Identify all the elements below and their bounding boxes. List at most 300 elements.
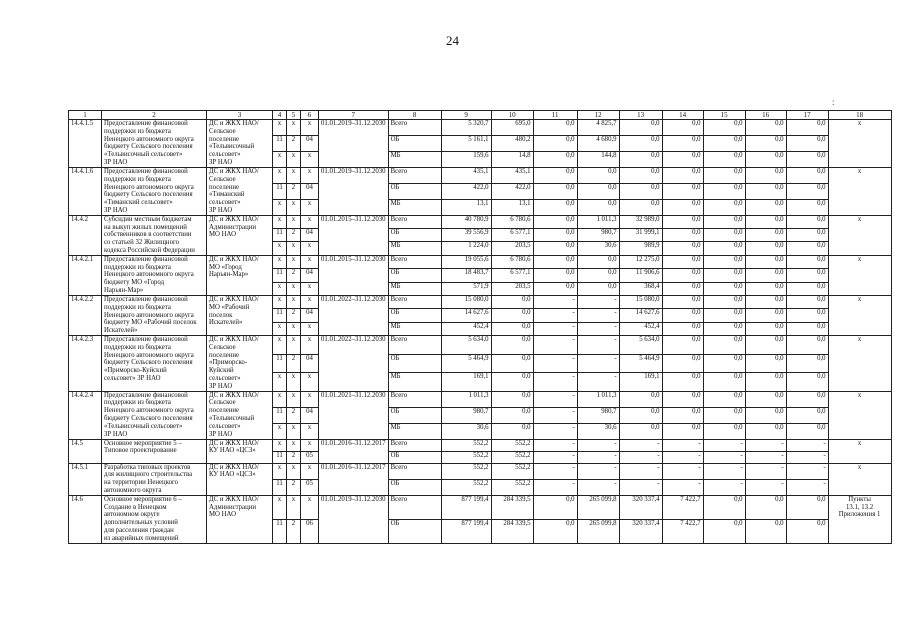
column-number: 4 bbox=[273, 111, 287, 120]
amount-cell: 422,0 bbox=[491, 183, 533, 199]
amount-cell: 0,0 bbox=[745, 269, 786, 282]
amount-cell: - bbox=[786, 463, 828, 479]
budget-code: 11 bbox=[273, 183, 287, 199]
budget-code: x bbox=[273, 282, 287, 295]
amount-cell: 0,0 bbox=[533, 269, 577, 282]
amount-cell: - bbox=[619, 463, 662, 479]
amount-cell: 0,0 bbox=[745, 373, 786, 392]
amount-cell: 7 422,7 bbox=[662, 495, 703, 519]
amount-cell: 552,2 bbox=[491, 463, 533, 479]
measure-name-line: поддержки из бюджета bbox=[104, 175, 171, 183]
amount-cell: 13,1 bbox=[441, 199, 491, 215]
budget-code: x bbox=[287, 335, 301, 354]
amount-cell: - bbox=[533, 309, 577, 322]
funding-source: Всего bbox=[388, 463, 441, 479]
amount-cell: 0,0 bbox=[703, 255, 745, 268]
amount-cell: 4 825,7 bbox=[577, 120, 619, 136]
executor-line: ДС и ЖКХ НАО/ bbox=[209, 295, 259, 303]
budget-code: 11 bbox=[273, 451, 287, 463]
budget-code: x bbox=[287, 322, 301, 335]
budget-code: 11 bbox=[273, 269, 287, 282]
amount-cell: 0,0 bbox=[786, 423, 828, 439]
amount-cell: 980,7 bbox=[577, 229, 619, 242]
amount-cell: 0,0 bbox=[786, 151, 828, 167]
measure-name-line: Ненецкого автономного округа bbox=[104, 311, 194, 319]
budget-code: x bbox=[273, 335, 287, 354]
amount-cell: - bbox=[533, 423, 577, 439]
executor-line: «Тиманский bbox=[209, 191, 245, 199]
measure-name-line: Предоставление финансовой bbox=[104, 335, 188, 343]
amount-cell: 0,0 bbox=[786, 309, 828, 322]
funding-source: ОБ bbox=[388, 519, 441, 543]
row-number: 14.4.2.2 bbox=[69, 295, 102, 335]
funding-source: Всего bbox=[388, 215, 441, 228]
funding-source: ОБ bbox=[388, 354, 441, 373]
amount-cell: 0,0 bbox=[662, 255, 703, 268]
measure-name-line: Типовое проектирование bbox=[104, 447, 177, 455]
amount-cell: 0,0 bbox=[703, 183, 745, 199]
amount-cell: - bbox=[662, 451, 703, 463]
measure-name-line: ЗР НАО bbox=[104, 430, 128, 438]
row-number: 14.6 bbox=[69, 495, 102, 543]
budget-code: 05 bbox=[301, 451, 319, 463]
budget-table bbox=[68, 110, 892, 544]
note-line: Приложения 1 bbox=[838, 511, 881, 519]
measure-name-line: Предоставление финансовой bbox=[104, 167, 188, 175]
measure-name-line: Предоставление финансовой bbox=[104, 295, 188, 303]
amount-cell: 0,0 bbox=[745, 407, 786, 423]
amount-cell: 0,0 bbox=[533, 136, 577, 152]
amount-cell: 13,1 bbox=[491, 199, 533, 215]
measure-name-line: Разработка типовых проектов bbox=[104, 463, 191, 471]
budget-code: x bbox=[273, 242, 287, 255]
amount-cell: 5 464,9 bbox=[619, 354, 662, 373]
executor-line: ДС и ЖКХ НАО/ bbox=[209, 463, 259, 471]
amount-cell: 0,0 bbox=[745, 229, 786, 242]
budget-code: 2 bbox=[287, 479, 301, 495]
amount-cell: 0,0 bbox=[703, 151, 745, 167]
amount-cell: 0,0 bbox=[703, 282, 745, 295]
executor-line: ДС и ЖКХ НАО/ bbox=[209, 215, 259, 223]
measure-name-line: автономного округа bbox=[104, 486, 162, 494]
budget-code: x bbox=[287, 463, 301, 479]
amount-cell: 0,0 bbox=[703, 309, 745, 322]
executor-line: МО НАО bbox=[209, 511, 237, 519]
amount-cell: 5 320,7 bbox=[441, 120, 491, 136]
amount-cell: 0,0 bbox=[703, 167, 745, 183]
amount-cell: 0,0 bbox=[786, 335, 828, 354]
funding-source: Всего bbox=[388, 167, 441, 183]
measure-name-line: из аварийных помещений bbox=[104, 534, 179, 542]
table-row bbox=[69, 255, 892, 268]
amount-cell: 203,5 bbox=[491, 242, 533, 255]
amount-cell: 0,0 bbox=[533, 215, 577, 228]
amount-cell: 0,0 bbox=[577, 282, 619, 295]
amount-cell: 0,0 bbox=[786, 215, 828, 228]
executor bbox=[207, 120, 273, 168]
measure-name bbox=[102, 255, 207, 295]
amount-cell: - bbox=[703, 439, 745, 451]
amount-cell: 480,2 bbox=[491, 136, 533, 152]
amount-cell: - bbox=[577, 479, 619, 495]
budget-code: x bbox=[301, 199, 319, 215]
executor-line: ДС и ЖКХ НАО/ bbox=[209, 120, 259, 128]
table-row bbox=[69, 463, 892, 479]
measure-name-line: Искателей» bbox=[104, 327, 138, 335]
amount-cell: 19 055,6 bbox=[441, 255, 491, 268]
amount-cell: 0,0 bbox=[703, 373, 745, 392]
note-line: x bbox=[857, 255, 862, 263]
amount-cell: - bbox=[662, 439, 703, 451]
executor-line: МО НАО bbox=[209, 231, 237, 239]
measure-name-line: «Тиманский сельсовет» bbox=[104, 199, 173, 207]
amount-cell: 552,2 bbox=[441, 479, 491, 495]
funding-source: ОБ bbox=[388, 183, 441, 199]
row-number: 14.4.2.3 bbox=[69, 335, 102, 391]
amount-cell: - bbox=[786, 479, 828, 495]
amount-cell: 0,0 bbox=[703, 199, 745, 215]
amount-cell: 320 337,4 bbox=[619, 519, 662, 543]
executor-line: Нарьян-Мар» bbox=[209, 271, 249, 279]
amount-cell: - bbox=[577, 451, 619, 463]
amount-cell: 0,0 bbox=[533, 519, 577, 543]
amount-cell: 0,0 bbox=[491, 354, 533, 373]
amount-cell: 1 224,0 bbox=[441, 242, 491, 255]
funding-source: МБ bbox=[388, 423, 441, 439]
amount-cell: 4 680,9 bbox=[577, 136, 619, 152]
amount-cell: - bbox=[745, 439, 786, 451]
amount-cell: 0,0 bbox=[619, 167, 662, 183]
executor-line: МО «Город bbox=[209, 263, 242, 271]
measure-name-line: Предоставление финансовой bbox=[104, 255, 188, 263]
amount-cell: - bbox=[533, 479, 577, 495]
amount-cell: 0,0 bbox=[745, 282, 786, 295]
funding-source: ОБ bbox=[388, 309, 441, 322]
budget-code: 11 bbox=[273, 407, 287, 423]
amount-cell: 31 999,1 bbox=[619, 229, 662, 242]
amount-cell: 14 627,6 bbox=[441, 309, 491, 322]
column-number: 5 bbox=[287, 111, 301, 120]
executor bbox=[207, 215, 273, 255]
amount-cell: 980,7 bbox=[441, 407, 491, 423]
amount-cell: 0,0 bbox=[786, 136, 828, 152]
amount-cell: 0,0 bbox=[745, 295, 786, 308]
amount-cell: 552,2 bbox=[491, 451, 533, 463]
budget-code: x bbox=[301, 215, 319, 228]
amount-cell: 0,0 bbox=[577, 183, 619, 199]
amount-cell: 0,0 bbox=[491, 309, 533, 322]
executor-line: ЗР НАО bbox=[209, 382, 233, 390]
amount-cell: 0,0 bbox=[745, 183, 786, 199]
budget-code: x bbox=[273, 495, 287, 519]
table-row bbox=[69, 495, 892, 519]
amount-cell: 0,0 bbox=[662, 215, 703, 228]
budget-code: 2 bbox=[287, 136, 301, 152]
budget-code: x bbox=[273, 463, 287, 479]
measure-name-line: поддержки из бюджета bbox=[104, 263, 171, 271]
budget-code: x bbox=[301, 373, 319, 392]
amount-cell: 0,0 bbox=[786, 242, 828, 255]
budget-code: x bbox=[301, 151, 319, 167]
amount-cell: 6 780,6 bbox=[491, 255, 533, 268]
executor-line: поселение bbox=[209, 351, 240, 359]
budget-code: x bbox=[287, 282, 301, 295]
note bbox=[828, 335, 891, 391]
amount-cell: 0,0 bbox=[786, 199, 828, 215]
amount-cell: 0,0 bbox=[533, 242, 577, 255]
period: 01.01.2015–31.12.2030 bbox=[319, 255, 389, 295]
amount-cell: - bbox=[745, 463, 786, 479]
budget-code: x bbox=[273, 391, 287, 407]
budget-code: 2 bbox=[287, 451, 301, 463]
funding-source: Всего bbox=[388, 295, 441, 308]
amount-cell: 0,0 bbox=[786, 295, 828, 308]
amount-cell: 0,0 bbox=[703, 136, 745, 152]
amount-cell: 0,0 bbox=[662, 309, 703, 322]
note bbox=[828, 439, 891, 463]
amount-cell: 552,2 bbox=[491, 479, 533, 495]
amount-cell: 144,8 bbox=[577, 151, 619, 167]
table-row bbox=[69, 439, 892, 451]
measure-name-line: собственников в соответствии bbox=[104, 231, 192, 239]
period: 01.01.2019–31.12.2030 bbox=[319, 167, 389, 215]
measure-name-line: Субсидии местным бюджетам bbox=[104, 215, 192, 223]
budget-code: x bbox=[273, 322, 287, 335]
row-number: 14.4.2.1 bbox=[69, 255, 102, 295]
amount-cell: 0,0 bbox=[533, 199, 577, 215]
column-number: 6 bbox=[301, 111, 319, 120]
budget-code: x bbox=[301, 335, 319, 354]
amount-cell: 6 780,6 bbox=[491, 215, 533, 228]
amount-cell: 0,0 bbox=[662, 120, 703, 136]
amount-cell: 0,0 bbox=[703, 322, 745, 335]
amount-cell: 0,0 bbox=[662, 295, 703, 308]
funding-source: МБ bbox=[388, 373, 441, 392]
measure-name-line: на выкуп жилых помещений bbox=[104, 223, 187, 231]
amount-cell: 203,5 bbox=[491, 282, 533, 295]
amount-cell: 552,2 bbox=[491, 439, 533, 451]
amount-cell: - bbox=[662, 463, 703, 479]
note-line: x bbox=[857, 167, 862, 175]
amount-cell: 0,0 bbox=[577, 269, 619, 282]
executor-line: «Тельвисочный bbox=[209, 415, 255, 423]
amount-cell: 0,0 bbox=[491, 295, 533, 308]
measure-name-line: Основное мероприятие 5 – bbox=[104, 439, 182, 447]
amount-cell: - bbox=[577, 373, 619, 392]
budget-code: 2 bbox=[287, 519, 301, 543]
period: 01.01.2019–31.12.2030 bbox=[319, 120, 389, 168]
executor-line: ДС и ЖКХ НАО/ bbox=[209, 335, 259, 343]
measure-name-line: дополнительных условий bbox=[104, 519, 178, 527]
measure-name-line: Основное мероприятие 6 – bbox=[104, 495, 182, 503]
measure-name-line: Нарьян-Мар» bbox=[104, 287, 144, 295]
amount-cell: 0,0 bbox=[662, 354, 703, 373]
amount-cell: - bbox=[619, 479, 662, 495]
amount-cell: 0,0 bbox=[703, 391, 745, 407]
measure-name-line: Предоставление финансовой bbox=[104, 391, 188, 399]
budget-code: x bbox=[301, 322, 319, 335]
period: 01.01.2022–31.12.2030 bbox=[319, 295, 389, 335]
amount-cell: 0,0 bbox=[703, 407, 745, 423]
budget-code: x bbox=[287, 215, 301, 228]
measure-name bbox=[102, 439, 207, 463]
amount-cell: - bbox=[703, 479, 745, 495]
amount-cell: 422,0 bbox=[441, 183, 491, 199]
amount-cell: 15 080,0 bbox=[619, 295, 662, 308]
note-line: x bbox=[857, 120, 862, 128]
amount-cell: 0,0 bbox=[619, 423, 662, 439]
amount-cell: 0,0 bbox=[533, 495, 577, 519]
amount-cell: 0,0 bbox=[533, 229, 577, 242]
amount-cell: 0,0 bbox=[662, 242, 703, 255]
budget-code: x bbox=[287, 391, 301, 407]
amount-cell: 552,2 bbox=[441, 439, 491, 451]
amount-cell: 435,1 bbox=[441, 167, 491, 183]
amount-cell: 0,0 bbox=[491, 335, 533, 354]
amount-cell: 0,0 bbox=[703, 354, 745, 373]
column-number: 17 bbox=[786, 111, 828, 120]
budget-code: x bbox=[287, 167, 301, 183]
budget-code: x bbox=[287, 151, 301, 167]
measure-name bbox=[102, 463, 207, 495]
measure-name-line: кодекса Российской Федерации bbox=[104, 247, 195, 255]
amount-cell: - bbox=[619, 451, 662, 463]
row-number: 14.4.1.5 bbox=[69, 120, 102, 168]
amount-cell: 0,0 bbox=[662, 335, 703, 354]
amount-cell: - bbox=[533, 391, 577, 407]
amount-cell: - bbox=[662, 479, 703, 495]
measure-name-line: бюджету МО «Рабочий поселок bbox=[104, 319, 197, 327]
row-number: 14.4.2.4 bbox=[69, 391, 102, 439]
column-number: 13 bbox=[619, 111, 662, 120]
executor bbox=[207, 495, 273, 543]
measure-name-line: со статьей 32 Жилищного bbox=[104, 239, 179, 247]
budget-code: x bbox=[301, 463, 319, 479]
table-row bbox=[69, 295, 892, 308]
column-number: 12 bbox=[577, 111, 619, 120]
amount-cell: 877 199,4 bbox=[441, 519, 491, 543]
budget-code: x bbox=[287, 255, 301, 268]
note bbox=[828, 295, 891, 335]
measure-name-line: поддержки из бюджета bbox=[104, 303, 171, 311]
note bbox=[828, 120, 891, 168]
budget-code: x bbox=[273, 423, 287, 439]
budget-code: 11 bbox=[273, 519, 287, 543]
executor-line: МО «Рабочий bbox=[209, 303, 250, 311]
amount-cell: 0,0 bbox=[662, 322, 703, 335]
amount-cell: 0,0 bbox=[786, 519, 828, 543]
executor-line: Искателей» bbox=[209, 319, 243, 327]
column-number: 7 bbox=[319, 111, 389, 120]
amount-cell: 30,6 bbox=[577, 423, 619, 439]
amount-cell: 452,4 bbox=[441, 322, 491, 335]
budget-code: x bbox=[273, 439, 287, 451]
executor-line: сельсовет» bbox=[209, 422, 241, 430]
budget-code: x bbox=[287, 423, 301, 439]
amount-cell: 18 483,7 bbox=[441, 269, 491, 282]
measure-name-line: Ненецкого автономного округа bbox=[104, 351, 194, 359]
amount-cell: 0,0 bbox=[577, 199, 619, 215]
amount-cell: 0,0 bbox=[786, 269, 828, 282]
budget-code: 04 bbox=[301, 269, 319, 282]
amount-cell: 0,0 bbox=[533, 167, 577, 183]
executor-line: ДС и ЖКХ НАО/ bbox=[209, 439, 259, 447]
period: 01.01.2016–31.12.2017 bbox=[319, 439, 389, 463]
amount-cell: 0,0 bbox=[703, 423, 745, 439]
amount-cell: 40 780,9 bbox=[441, 215, 491, 228]
column-number-row bbox=[69, 111, 892, 120]
budget-code: x bbox=[287, 373, 301, 392]
note-line: x bbox=[857, 215, 862, 223]
budget-code: x bbox=[273, 295, 287, 308]
table-row bbox=[69, 167, 892, 183]
executor bbox=[207, 295, 273, 335]
budget-code: 05 bbox=[301, 479, 319, 495]
measure-name-line: сельсовет» ЗР НАО bbox=[104, 375, 161, 383]
amount-cell: 0,0 bbox=[786, 282, 828, 295]
funding-source: ОБ bbox=[388, 451, 441, 463]
note-line: x bbox=[857, 335, 862, 343]
executor-line: сельсовет» bbox=[209, 199, 241, 207]
funding-source: ОБ bbox=[388, 479, 441, 495]
row-number: 14.5 bbox=[69, 439, 102, 463]
amount-cell: 0,0 bbox=[533, 120, 577, 136]
amount-cell: 0,0 bbox=[786, 183, 828, 199]
executor-line: Сельское bbox=[209, 175, 236, 183]
budget-code: 06 bbox=[301, 519, 319, 543]
funding-source: Всего bbox=[388, 120, 441, 136]
amount-cell: 0,0 bbox=[662, 229, 703, 242]
table-row bbox=[69, 391, 892, 407]
amount-cell: 0,0 bbox=[745, 335, 786, 354]
budget-code: 04 bbox=[301, 407, 319, 423]
amount-cell: 159,6 bbox=[441, 151, 491, 167]
measure-name bbox=[102, 120, 207, 168]
note bbox=[828, 495, 891, 543]
budget-code: 2 bbox=[287, 269, 301, 282]
column-number: 2 bbox=[102, 111, 207, 120]
amount-cell: 6 577,1 bbox=[491, 269, 533, 282]
amount-cell: 0,0 bbox=[619, 120, 662, 136]
measure-name-line: ЗР НАО bbox=[104, 206, 128, 214]
amount-cell: 0,0 bbox=[619, 199, 662, 215]
funding-source: МБ bbox=[388, 242, 441, 255]
measure-name-line: «Тельвисочный сельсовет» bbox=[104, 422, 183, 430]
amount-cell: 0,0 bbox=[533, 151, 577, 167]
amount-cell: 0,0 bbox=[619, 151, 662, 167]
measure-name-line: автономном округе bbox=[104, 511, 160, 519]
amount-cell: 0,0 bbox=[662, 151, 703, 167]
funding-source: ОБ bbox=[388, 269, 441, 282]
amount-cell: - bbox=[786, 439, 828, 451]
executor-line: ЗР НАО bbox=[209, 206, 233, 214]
funding-source: МБ bbox=[388, 322, 441, 335]
amount-cell: 30,6 bbox=[441, 423, 491, 439]
budget-code: 04 bbox=[301, 354, 319, 373]
amount-cell: 368,4 bbox=[619, 282, 662, 295]
budget-code: x bbox=[273, 373, 287, 392]
row-number: 14.5.1 bbox=[69, 463, 102, 495]
budget-code: x bbox=[287, 120, 301, 136]
budget-code: 11 bbox=[273, 354, 287, 373]
amount-cell: 0,0 bbox=[619, 407, 662, 423]
measure-name-line: Ненецкого автономного округа bbox=[104, 183, 194, 191]
budget-code: 11 bbox=[273, 229, 287, 242]
measure-name bbox=[102, 335, 207, 391]
amount-cell: 0,0 bbox=[533, 183, 577, 199]
budget-code: x bbox=[301, 295, 319, 308]
funding-source: Всего bbox=[388, 255, 441, 268]
